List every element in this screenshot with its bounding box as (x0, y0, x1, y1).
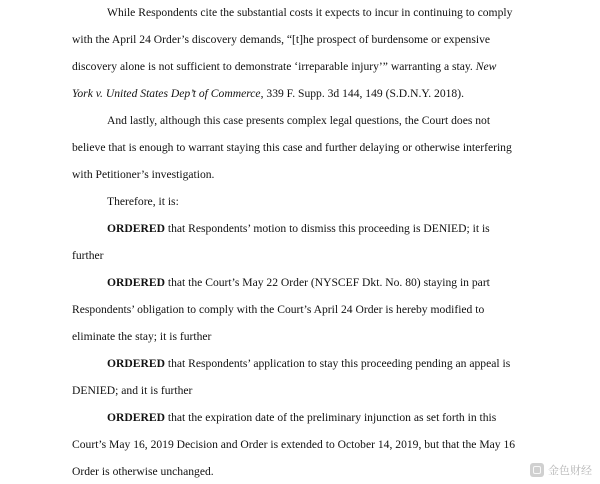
order-4-line-1 (107, 411, 496, 425)
order-1-line-2 (72, 249, 104, 263)
text: with the April 24 Order’s discovery demands, “[t]he prospect of burdensome or expensive (72, 33, 491, 46)
text: Therefore, it is: (107, 195, 179, 208)
text: Court’s May 16, 2019 Decision and Order is extended to October 14, 2019, but that the May 16 (72, 438, 516, 451)
text: that the expiration date of the preliminary injunction as set forth in this (164, 411, 497, 424)
text: Respondents’ obligation to comply with the Court’s April 24 Order is hereby modified to (72, 303, 485, 316)
order-4-line-3 (72, 465, 214, 479)
order-2-line-1 (107, 276, 490, 290)
text: that the Court’s May 22 Order (NYSCEF Dkt. No. 80) staying in part (164, 276, 490, 289)
case-citation-reporter: , 339 F. Supp. 3d 144, 149 (S.D.N.Y. 2018). (260, 87, 464, 100)
case-citation-name: York v. United States Dep’t of Commerce (72, 87, 261, 100)
paragraph-1-line-4 (72, 87, 464, 101)
text: eliminate the stay; it is further (72, 330, 212, 343)
text: And lastly, although this case presents complex legal questions, the Court does not (107, 114, 491, 127)
watermark-logo-icon (530, 463, 544, 477)
text: Order is otherwise unchanged. (72, 465, 214, 478)
paragraph-2-line-3 (72, 168, 214, 182)
order-2-line-3 (72, 330, 211, 344)
paragraph-1-line-1 (107, 6, 512, 20)
order-3-line-2 (72, 384, 192, 398)
paragraph-1-line-2 (72, 33, 490, 47)
text: further (72, 249, 104, 262)
watermark-text: 金色财经 (548, 464, 592, 477)
therefore-line (107, 195, 179, 209)
order-3-line-1 (107, 357, 510, 371)
ordered-keyword: ORDERED (107, 276, 165, 289)
text: with Petitioner’s investigation. (72, 168, 215, 181)
order-1-line-1 (107, 222, 490, 236)
watermark (530, 462, 592, 478)
case-citation-start: New (475, 60, 497, 73)
text: While Respondents cite the substantial costs it expects to incur in continuing to comply (107, 6, 513, 19)
ordered-keyword: ORDERED (107, 222, 165, 235)
ordered-keyword: ORDERED (107, 411, 165, 424)
text: that Respondents’ motion to dismiss this proceeding is DENIED; it is (164, 222, 490, 235)
text: that Respondents’ application to stay this proceeding pending an appeal is (164, 357, 511, 370)
ordered-keyword: ORDERED (107, 357, 165, 370)
order-4-line-2 (72, 438, 515, 452)
text: believe that is enough to warrant staying this case and further delaying or otherwise interfering (72, 141, 512, 154)
text: discovery alone is not sufficient to demonstrate ‘irreparable injury’” warranting a stay. (72, 60, 473, 73)
paragraph-1-line-3 (72, 60, 496, 74)
paragraph-2-line-2 (72, 141, 512, 155)
paragraph-2-line-1 (107, 114, 490, 128)
text: DENIED; and it is further (72, 384, 193, 397)
order-2-line-2 (72, 303, 484, 317)
